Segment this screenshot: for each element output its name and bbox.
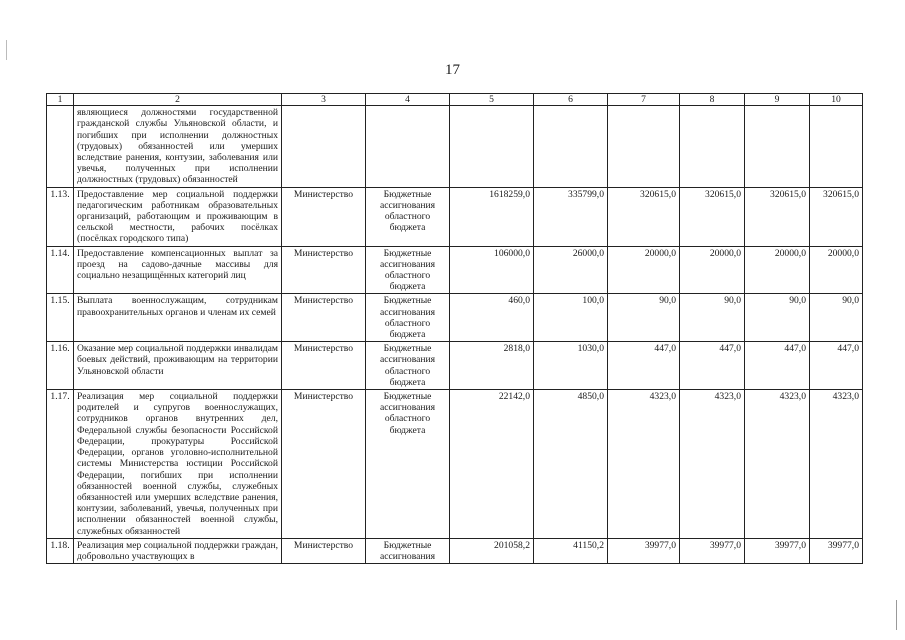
value-col-9: 20000,0 [745, 246, 810, 294]
item-number: 1.16. [47, 342, 74, 390]
column-header-8: 8 [680, 94, 745, 106]
item-funding-source: Бюджетные ассигнования областного бюджета [366, 390, 450, 539]
value-col-7: 39977,0 [608, 538, 680, 563]
column-header-7: 7 [608, 94, 680, 106]
value-col-8: 447,0 [680, 342, 745, 390]
value-col-8 [680, 106, 745, 187]
item-number: 1.17. [47, 390, 74, 539]
right-crop-mark [896, 600, 897, 630]
item-name: Предоставление компенсационных выплат за проезд на садово-дачные массивы для социально незащищённых категорий лиц [74, 246, 282, 294]
value-col-5: 22142,0 [450, 390, 534, 539]
value-col-10 [810, 106, 863, 187]
value-col-5: 460,0 [450, 294, 534, 342]
value-col-10: 20000,0 [810, 246, 863, 294]
value-col-5 [450, 106, 534, 187]
item-funding-source: Бюджетные ассигнования областного бюджета [366, 187, 450, 246]
item-funding-source: Бюджетные ассигнования областного бюджета [366, 294, 450, 342]
item-executor: Министерство [282, 342, 366, 390]
value-col-9: 4323,0 [745, 390, 810, 539]
value-col-8: 20000,0 [680, 246, 745, 294]
value-col-7: 4323,0 [608, 390, 680, 539]
item-executor: Министерство [282, 538, 366, 563]
page-number: 17 [445, 62, 460, 78]
item-number: 1.18. [47, 538, 74, 563]
value-col-7: 320615,0 [608, 187, 680, 246]
item-name: Реализация мер социальной поддержки родителей и супругов военнослужащих, сотрудников органов внутренних дел, Федеральной службы безопасности Российской Федерации, прокуратуры Российской Федерации, органов уголовно-исполнительной системы Министерства юстиции Российской Федерации, погибших при исполнении обязанностей военной службы, служебных обязанностей или умерших вследствие ранения, контузии, заболеваний, увечья, полученных при исполнении обязанностей военной службы, служебных обязанностей [74, 390, 282, 539]
column-header-5: 5 [450, 94, 534, 106]
item-executor: Министерство [282, 294, 366, 342]
column-header-2: 2 [74, 94, 282, 106]
table-row [47, 390, 863, 539]
item-executor: Министерство [282, 246, 366, 294]
table-row [47, 538, 863, 563]
column-header-9: 9 [745, 94, 810, 106]
value-col-10: 320615,0 [810, 187, 863, 246]
item-funding-source: Бюджетные ассигнования областного бюджета [366, 342, 450, 390]
header-row [47, 94, 863, 106]
column-header-1: 1 [47, 94, 74, 106]
value-col-7 [608, 106, 680, 187]
item-name: Выплата военнослужащим, сотрудникам правоохранительных органов и членам их семей [74, 294, 282, 342]
value-col-6: 100,0 [534, 294, 608, 342]
value-col-5: 1618259,0 [450, 187, 534, 246]
column-header-10: 10 [810, 94, 863, 106]
value-col-8: 4323,0 [680, 390, 745, 539]
value-col-9: 320615,0 [745, 187, 810, 246]
item-number: 1.14. [47, 246, 74, 294]
value-col-6: 4850,0 [534, 390, 608, 539]
value-col-10: 39977,0 [810, 538, 863, 563]
value-col-8: 320615,0 [680, 187, 745, 246]
item-name: Предоставление мер социальной поддержки педагогическим работникам образовательных организаций, работающим и проживающим в сельской местности, рабочих посёлках (посёлках городского типа) [74, 187, 282, 246]
item-funding-source [366, 106, 450, 187]
column-header-6: 6 [534, 94, 608, 106]
value-col-10: 447,0 [810, 342, 863, 390]
value-col-6: 335799,0 [534, 187, 608, 246]
table-row [47, 106, 863, 187]
value-col-5: 2818,0 [450, 342, 534, 390]
value-col-10: 4323,0 [810, 390, 863, 539]
item-name: являющиеся должностями государственной гражданской службы Ульяновской области, и погибших при исполнении должностных (трудовых) обязанностей или умерших вследствие ранения, контузии, заболевания или увечья, полученных при исполнении должностных (трудовых) обязанностей [74, 106, 282, 187]
value-col-9: 90,0 [745, 294, 810, 342]
item-number [47, 106, 74, 187]
value-col-7: 20000,0 [608, 246, 680, 294]
item-name: Оказание мер социальной поддержки инвалидам боевых действий, проживающим на территории Ульяновской области [74, 342, 282, 390]
item-number: 1.15. [47, 294, 74, 342]
item-number: 1.13. [47, 187, 74, 246]
budget-table [46, 93, 863, 564]
item-funding-source: Бюджетные ассигнования областного бюджета [366, 246, 450, 294]
value-col-9: 39977,0 [745, 538, 810, 563]
item-executor [282, 106, 366, 187]
value-col-6 [534, 106, 608, 187]
table-row [47, 187, 863, 246]
value-col-10: 90,0 [810, 294, 863, 342]
value-col-6: 41150,2 [534, 538, 608, 563]
table-row [47, 342, 863, 390]
left-margin-mark [6, 40, 7, 60]
value-col-6: 26000,0 [534, 246, 608, 294]
value-col-8: 90,0 [680, 294, 745, 342]
value-col-5: 201058,2 [450, 538, 534, 563]
value-col-5: 106000,0 [450, 246, 534, 294]
value-col-9 [745, 106, 810, 187]
column-header-4: 4 [366, 94, 450, 106]
value-col-6: 1030,0 [534, 342, 608, 390]
value-col-7: 447,0 [608, 342, 680, 390]
item-executor: Министерство [282, 187, 366, 246]
value-col-7: 90,0 [608, 294, 680, 342]
value-col-8: 39977,0 [680, 538, 745, 563]
item-funding-source: Бюджетные ассигнования [366, 538, 450, 563]
table-row [47, 246, 863, 294]
column-header-3: 3 [282, 94, 366, 106]
item-executor: Министерство [282, 390, 366, 539]
value-col-9: 447,0 [745, 342, 810, 390]
table-row [47, 294, 863, 342]
item-name: Реализация мер социальной поддержки граждан, добровольно участвующих в [74, 538, 282, 563]
